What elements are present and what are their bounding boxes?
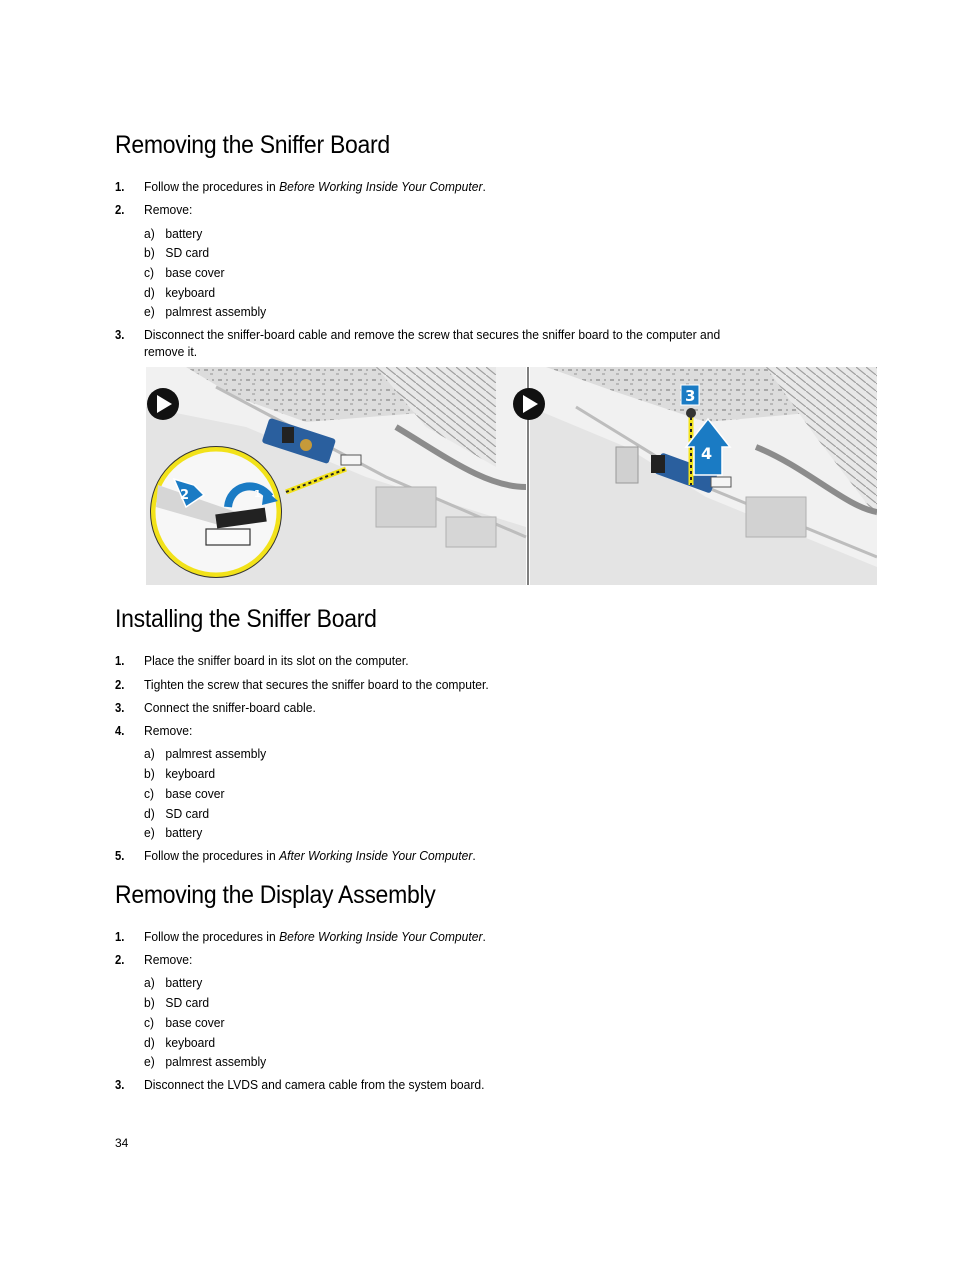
- right-panel: [513, 367, 877, 585]
- substep: d) keyboard: [144, 1035, 216, 1050]
- step-number: 2.: [115, 678, 125, 692]
- section-title-removing-display-assembly: Removing the Display Assembly: [115, 881, 436, 909]
- step-text: Connect the sniffer-board cable.: [144, 700, 316, 715]
- step-text: Follow the procedures in Before Working Inside Your Computer.: [144, 929, 486, 944]
- substep: c) base cover: [144, 1015, 225, 1030]
- svg-text:2: 2: [180, 488, 190, 503]
- step-reference: After Working Inside Your Computer: [279, 848, 473, 863]
- step-number: 5.: [115, 849, 125, 863]
- step-reference: Before Working Inside Your Computer: [279, 179, 483, 194]
- step-reference: Before Working Inside Your Computer: [279, 929, 483, 944]
- step-number: 2.: [115, 953, 125, 967]
- step-text: Place the sniffer board in its slot on the computer.: [144, 653, 409, 668]
- screw-icon: [300, 439, 312, 451]
- step-text: Disconnect the sniffer-board cable and remove the screw that secures the sniffer board to the computer and remove it.: [144, 327, 721, 359]
- step-text: Disconnect the LVDS and camera cable from the system board.: [144, 1077, 485, 1092]
- substep: b) SD card: [144, 995, 210, 1010]
- step-text: Follow the procedures in Before Working Inside Your Computer.: [144, 179, 486, 194]
- step-text: Follow the procedures in After Working Inside Your Computer.: [144, 848, 476, 863]
- substep: a) battery: [144, 226, 203, 241]
- screw-icon: [686, 408, 696, 418]
- step-number: 3.: [115, 328, 125, 342]
- step-text: Remove:: [144, 202, 193, 217]
- svg-text:3: 3: [685, 387, 696, 405]
- substep: a) palmrest assembly: [144, 746, 267, 761]
- step-number: 2.: [115, 203, 125, 217]
- substep: d) SD card: [144, 806, 210, 821]
- step-text: Remove:: [144, 952, 193, 967]
- step-text: Remove:: [144, 723, 193, 738]
- step-number: 1.: [115, 180, 125, 194]
- step-number: 1.: [115, 654, 125, 668]
- play-icon: [513, 388, 545, 420]
- substep: e) battery: [144, 825, 203, 840]
- sniffer-board-removal-illustration: [146, 367, 877, 585]
- substep: e) palmrest assembly: [144, 1054, 267, 1069]
- callout-3: [681, 385, 699, 405]
- svg-text:4: 4: [701, 444, 713, 463]
- step-number: 3.: [115, 1078, 125, 1092]
- substep: b) keyboard: [144, 766, 216, 781]
- svg-text:1: 1: [254, 489, 261, 500]
- step-text: Tighten the screw that secures the sniffer board to the computer.: [144, 677, 489, 692]
- substep: d) keyboard: [144, 285, 216, 300]
- substep: b) SD card: [144, 245, 210, 260]
- substep: c) base cover: [144, 265, 225, 280]
- left-panel: [146, 367, 526, 585]
- step-number: 3.: [115, 701, 125, 715]
- play-icon: [147, 388, 179, 420]
- substep: c) base cover: [144, 786, 225, 801]
- step-number: 1.: [115, 930, 125, 944]
- section-title-removing-sniffer-board: Removing the Sniffer Board: [115, 131, 390, 159]
- step-number: 4.: [115, 724, 125, 738]
- section-title-installing-sniffer-board: Installing the Sniffer Board: [115, 605, 377, 633]
- substep: e) palmrest assembly: [144, 304, 267, 319]
- substep: a) battery: [144, 975, 203, 990]
- page-number: 34: [115, 1136, 129, 1150]
